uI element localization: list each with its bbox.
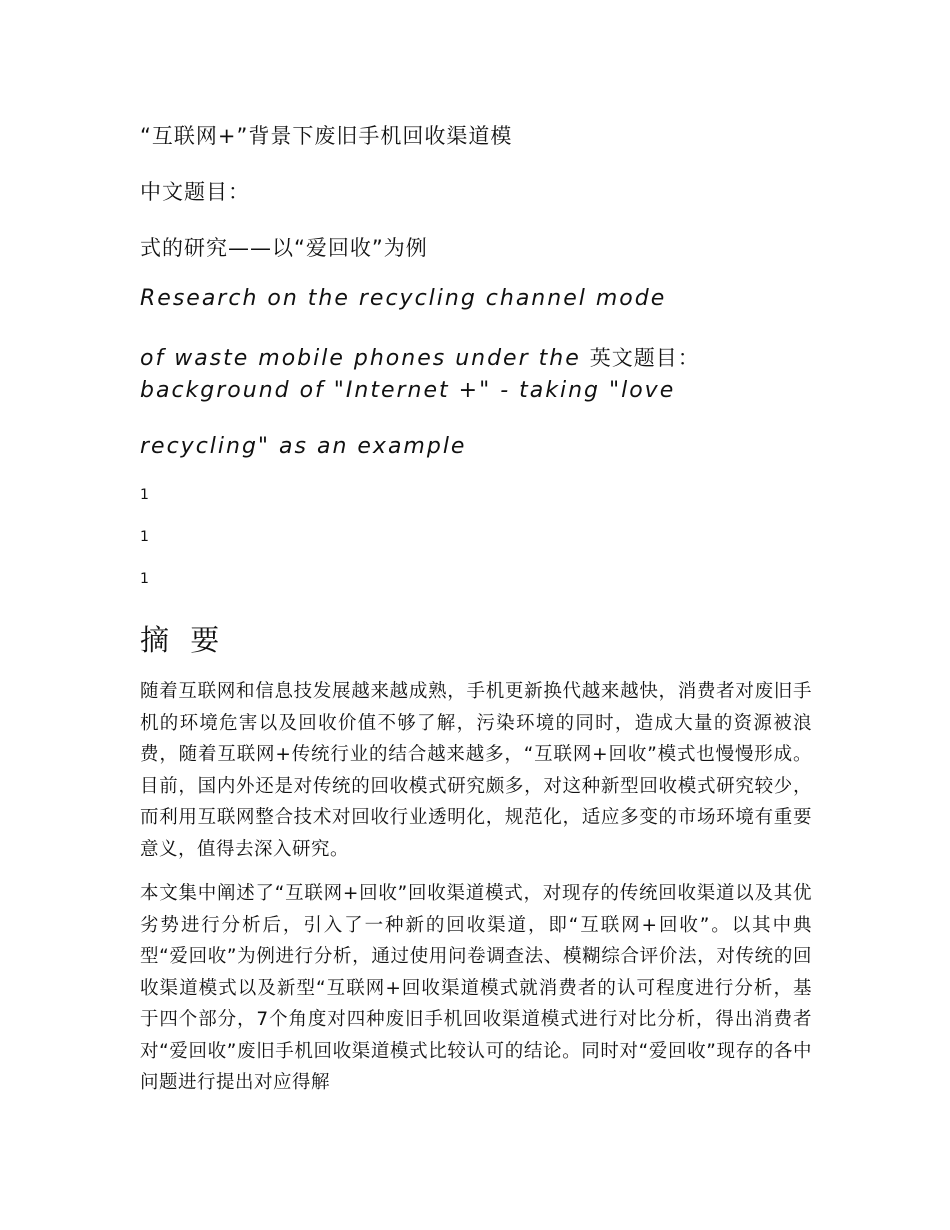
- en-title-label: 英文题目：: [589, 346, 700, 370]
- page-number: 1: [140, 487, 149, 503]
- cn-title-line-1: “互联网+”背景下废旧手机回收渠道模: [140, 124, 513, 148]
- cn-title-line-2: 式的研究——以“爱回收”为例: [140, 236, 428, 260]
- en-title-line-2: of waste mobile phones under the: [140, 346, 581, 371]
- abstract-paragraph-2: 本文集中阐述了“互联网+回收”回收渠道模式，对现存的传统回收渠道以及其优劣势进行分析后，引入了一种新的回收渠道，即“互联网+回收”。以其中典型“爱回收”为例进行分析，通过使用问卷调查法、模糊综合评价法，对传统的回收渠道模式以及新型“互联网+回收渠道模式就消费者的认可程度进行分析，基于四个部分，7个角度对四种废旧手机回收渠道模式进行对比分析，得出消费者对“爱回收”废旧手机回收渠道模式比较认可的结论。同时对“爱回收”现存的各中问题进行提出对应得解: [140, 883, 812, 1093]
- page-number: 1: [140, 571, 149, 587]
- cn-title-label: 中文题目：: [140, 180, 250, 204]
- en-title-line-2-row: [140, 342, 700, 372]
- abstract-heading: 摘 要: [140, 623, 226, 657]
- en-title-line-4: recycling" as an example: [140, 434, 467, 459]
- abstract-paragraph-1: 随着互联网和信息技发展越来越成熟，手机更新换代越来越快，消费者对废旧手机的环境危害以及回收价值不够了解，污染环境的同时，造成大量的资源被浪费，随着互联网+传统行业的结合越来越多，“互联网+回收”模式也慢慢形成。目前，国内外还是对传统的回收模式研究颇多，对这种新型回收模式研究较少，而利用互联网整合技术对回收行业透明化，规范化，适应多变的市场环境有重要意义，值得去深入研究。: [140, 681, 812, 860]
- page-number: 1: [140, 529, 149, 545]
- en-title-line-3: background of "Internet +" - taking "love: [140, 378, 676, 403]
- en-title-line-1: Research on the recycling channel mode: [140, 286, 667, 311]
